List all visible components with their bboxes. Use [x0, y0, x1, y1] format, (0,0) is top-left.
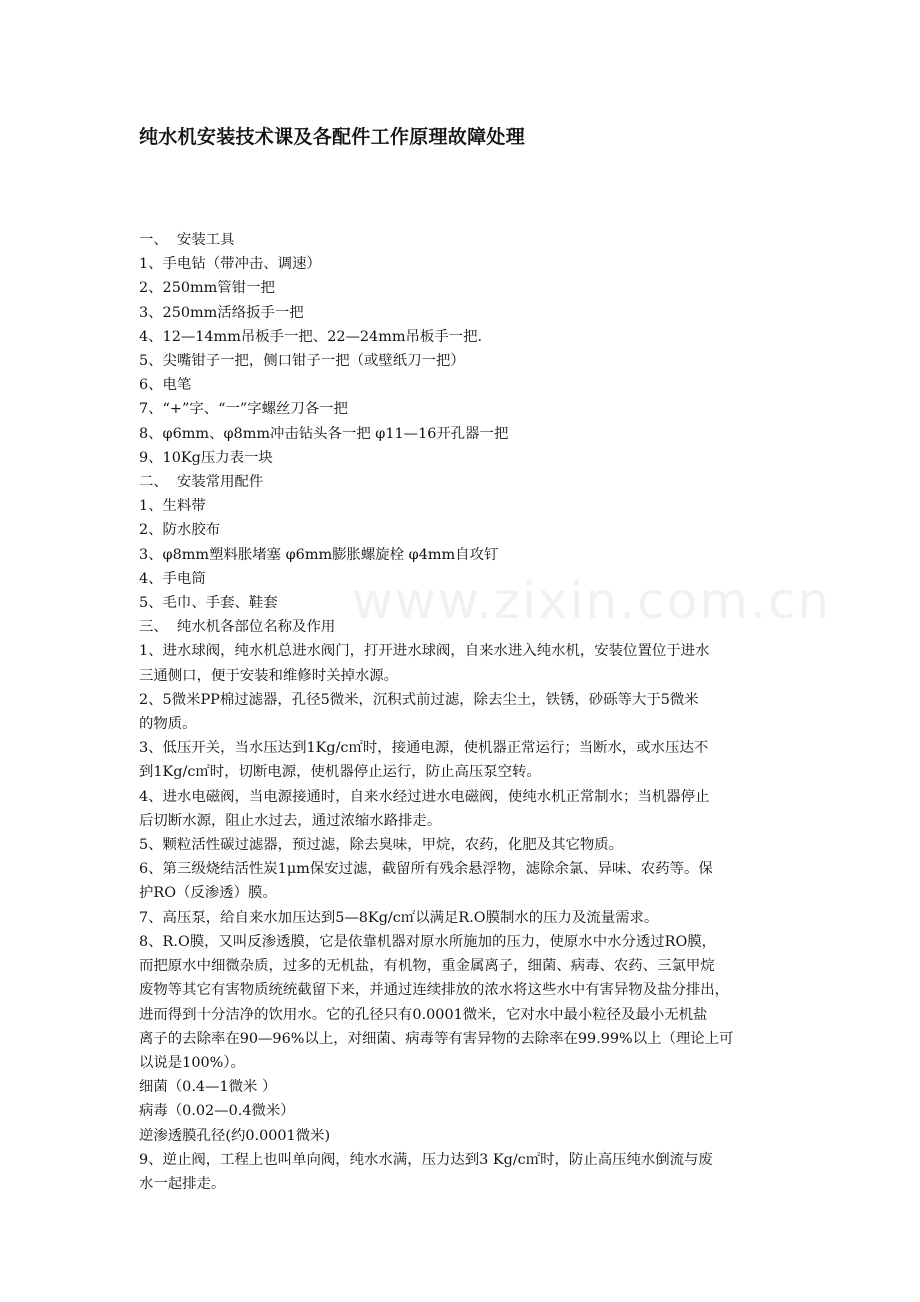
- text-line: 2、250mm管钳一把: [139, 280, 275, 297]
- text-line: 细菌（0.4—1微米 ）: [139, 1079, 277, 1096]
- text-line: 4、手电筒: [139, 570, 206, 587]
- watermark: www.zixin.com.cn: [352, 572, 832, 630]
- text-line: 9、10Kg压力表一块: [139, 449, 273, 466]
- text-line: 三、 纯水机各部位名称及作用: [139, 619, 336, 636]
- text-line: 9、逆止阀，工程上也叫单向阀，纯水水满，压力达到3 Kg/c㎡时，防止高压纯水倒流与废: [139, 1151, 713, 1168]
- text-line: 5、颗粒活性碳过滤器，预过滤，除去臭味，甲烷，农药，化肥及其它物质。: [139, 837, 624, 854]
- text-line: 废物等其它有害物质统统截留下来，并通过连续排放的浓水将这些水中有害异物及盐分排出，: [139, 982, 730, 999]
- text-line: 3、低压开关，当水压达到1Kg/c㎡时，接通电源，使机器正常运行；当断水，或水压达不: [139, 740, 709, 757]
- text-line: 4、12—14mm吊板手一把、22—24mm吊板手一把.: [139, 328, 483, 345]
- text-line: 1、进水球阀，纯水机总进水阀门，打开进水球阀，自来水进入纯水机，安装位置位于进水: [139, 643, 710, 660]
- text-line: 6、电笔: [139, 377, 192, 394]
- text-line: 水一起排走。: [139, 1175, 226, 1192]
- text-line: 4、进水电磁阀，当电源接通时，自来水经过进水电磁阀，使纯水机正常制水；当机器停止: [139, 788, 710, 805]
- text-line: 5、毛巾、手套、鞋套: [139, 595, 278, 612]
- text-line: 5、尖嘴钳子一把，侧口钳子一把（或壁纸刀一把）: [139, 353, 465, 370]
- text-line: 8、R.O膜，又叫反渗透膜，它是依靠机器对原水所施加的压力，使原水中水分透过RO膜，: [139, 933, 717, 950]
- text-line: 进而得到十分洁净的饮用水。它的孔径只有0.0001微米，它对水中最小粒径及最小无机盐: [139, 1006, 708, 1023]
- text-line: 二、 安装常用配件: [139, 474, 264, 491]
- text-line: 2、5微米PP棉过滤器，孔径5微米，沉积式前过滤，除去尘土，铁锈，砂砾等大于5微米: [139, 691, 699, 708]
- text-line: 6、第三级烧结活性炭1μm保安过滤，截留所有残余悬浮物，滤除余氯、异味、农药等。保: [139, 861, 713, 878]
- text-line: 2、防水胶布: [139, 522, 221, 539]
- text-line: 护RO（反渗透）膜。: [139, 885, 277, 902]
- text-line: 1、手电钻（带冲击、调速）: [139, 256, 321, 273]
- text-line: 7、高压泵，给自来水加压达到5—8Kg/c㎡以满足R.O膜制水的压力及流量需求。: [139, 909, 659, 926]
- text-line: 7、“+”字、“一”字螺丝刀各一把: [139, 401, 348, 418]
- text-line: 病毒（0.02—0.4微米）: [139, 1103, 295, 1120]
- text-line: 后切断水源，阻止水过去，通过浓缩水路排走。: [139, 812, 442, 829]
- text-line: 而把原水中细微杂质，过多的无机盐，有机物，重金属离子，细菌、病毒、农药、三氯甲烷: [139, 958, 715, 975]
- document-body: [139, 228, 789, 1196]
- document-title: 纯水机安装技术课及各配件工作原理故障处理: [139, 126, 526, 148]
- text-line: 的物质。: [139, 716, 197, 733]
- text-line: 逆渗透膜孔径(约0.0001微米): [139, 1127, 331, 1144]
- text-line: 一、 安装工具: [139, 232, 235, 248]
- text-line: 到1Kg/c㎡时，切断电源，使机器停止运行，防止高压泵空转。: [139, 764, 541, 781]
- text-line: 8、φ6mm、φ8mm冲击钻头各一把 φ11—16开孔器一把: [139, 425, 509, 442]
- text-line: 离子的去除率在90—96%以上，对细菌、病毒等有害异物的去除率在99.99%以上（理论上可: [139, 1030, 734, 1047]
- text-line: 1、生料带: [139, 498, 206, 515]
- text-line: 3、250mm活络扳手一把: [139, 304, 304, 321]
- text-line: 3、φ8mm塑料胀堵塞 φ6mm膨胀螺旋栓 φ4mm自攻钉: [139, 546, 499, 563]
- text-line: 三通侧口，便于安装和维修时关掉水源。: [139, 667, 399, 684]
- text-line: 以说是100%）。: [139, 1054, 245, 1071]
